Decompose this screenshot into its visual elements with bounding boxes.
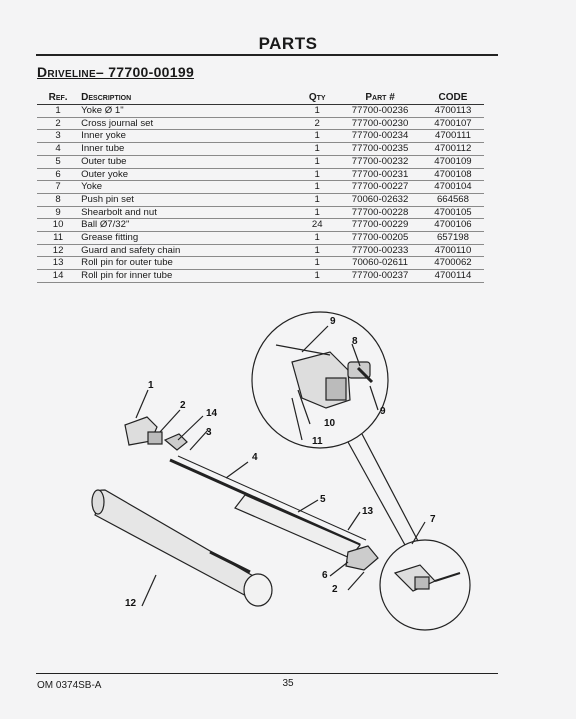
cell-code: 4700106 xyxy=(422,219,484,232)
section-title: Driveline– 77700-00199 xyxy=(37,64,195,80)
parts-table-body xyxy=(37,105,484,283)
cell-qty: 1 xyxy=(296,206,338,219)
cell-part-number: 77700-00227 xyxy=(338,181,422,194)
cell-ref: 1 xyxy=(37,105,79,118)
cell-part-number: 70060-02632 xyxy=(338,193,422,206)
cell-qty: 1 xyxy=(296,232,338,245)
cell-description: Grease fitting xyxy=(79,232,296,245)
cell-qty: 1 xyxy=(296,193,338,206)
cell-description: Shearbolt and nut xyxy=(79,206,296,219)
cell-qty: 1 xyxy=(296,257,338,270)
cell-description: Push pin set xyxy=(79,193,296,206)
table-row xyxy=(37,232,484,245)
callout-label: 7 xyxy=(430,514,436,525)
header-rule xyxy=(36,54,498,56)
cell-description: Ball Ø7/32" xyxy=(79,219,296,232)
cell-ref: 5 xyxy=(37,155,79,168)
cell-description: Yoke xyxy=(79,181,296,194)
driveline-exploded-diagram xyxy=(30,290,500,640)
col-part-number: Part # xyxy=(338,89,422,105)
cell-description: Inner yoke xyxy=(79,130,296,143)
page-title: PARTS xyxy=(258,34,318,53)
table-row xyxy=(37,105,484,118)
col-code: CODE xyxy=(422,89,484,105)
col-qty: Qty xyxy=(296,89,338,105)
cell-ref: 10 xyxy=(37,219,79,232)
callout-label: 9 xyxy=(380,406,386,417)
cell-code: 4700104 xyxy=(422,181,484,194)
cell-description: Guard and safety chain xyxy=(79,244,296,257)
cell-code: 664568 xyxy=(422,193,484,206)
cell-part-number: 77700-00205 xyxy=(338,232,422,245)
cell-part-number: 77700-00230 xyxy=(338,117,422,130)
callout-label: 9 xyxy=(330,316,336,327)
page-number: 35 xyxy=(282,678,294,689)
cell-code: 4700113 xyxy=(422,105,484,118)
cell-qty: 24 xyxy=(296,219,338,232)
cell-ref: 11 xyxy=(37,232,79,245)
cell-code: 4700105 xyxy=(422,206,484,219)
cell-description: Roll pin for outer tube xyxy=(79,257,296,270)
table-row xyxy=(37,181,484,194)
callout-label: 10 xyxy=(324,418,336,429)
cell-code: 4700111 xyxy=(422,130,484,143)
callout-label: 2 xyxy=(180,400,186,411)
callout-label: 13 xyxy=(362,506,374,517)
cell-part-number: 77700-00236 xyxy=(338,105,422,118)
cell-qty: 1 xyxy=(296,130,338,143)
cell-ref: 4 xyxy=(37,143,79,156)
cell-ref: 13 xyxy=(37,257,79,270)
cell-part-number: 77700-00237 xyxy=(338,270,422,283)
callout-label: 3 xyxy=(206,427,212,438)
col-description: Description xyxy=(79,89,296,105)
cell-code: 4700110 xyxy=(422,244,484,257)
table-row xyxy=(37,168,484,181)
diagram-callouts xyxy=(125,316,436,609)
table-row xyxy=(37,244,484,257)
table-row xyxy=(37,155,484,168)
cell-part-number: 77700-00229 xyxy=(338,219,422,232)
cell-part-number: 77700-00234 xyxy=(338,130,422,143)
table-row xyxy=(37,143,484,156)
cell-qty: 1 xyxy=(296,244,338,257)
document-id: OM 0374SB-A xyxy=(37,680,102,691)
cell-qty: 1 xyxy=(296,168,338,181)
cell-ref: 9 xyxy=(37,206,79,219)
cell-code: 4700062 xyxy=(422,257,484,270)
cell-ref: 6 xyxy=(37,168,79,181)
cell-part-number: 70060-02611 xyxy=(338,257,422,270)
cell-description: Outer yoke xyxy=(79,168,296,181)
table-row xyxy=(37,206,484,219)
cell-part-number: 77700-00231 xyxy=(338,168,422,181)
cell-description: Yoke Ø 1" xyxy=(79,105,296,118)
cell-part-number: 77700-00233 xyxy=(338,244,422,257)
cell-ref: 14 xyxy=(37,270,79,283)
cell-ref: 3 xyxy=(37,130,79,143)
callout-label: 4 xyxy=(252,452,258,463)
table-row xyxy=(37,117,484,130)
callout-label: 2 xyxy=(332,584,338,595)
cell-code: 4700107 xyxy=(422,117,484,130)
table-row xyxy=(37,219,484,232)
callout-label: 6 xyxy=(322,570,328,581)
cell-part-number: 77700-00232 xyxy=(338,155,422,168)
cell-code: 4700114 xyxy=(422,270,484,283)
callout-label: 14 xyxy=(206,408,218,419)
cell-ref: 8 xyxy=(37,193,79,206)
cell-description: Outer tube xyxy=(79,155,296,168)
cell-code: 4700108 xyxy=(422,168,484,181)
cell-part-number: 77700-00228 xyxy=(338,206,422,219)
cell-description: Cross journal set xyxy=(79,117,296,130)
footer-rule xyxy=(36,673,498,674)
cell-qty: 1 xyxy=(296,105,338,118)
cell-part-number: 77700-00235 xyxy=(338,143,422,156)
table-row xyxy=(37,270,484,283)
cell-code: 657198 xyxy=(422,232,484,245)
callout-label: 11 xyxy=(312,436,323,447)
table-row xyxy=(37,130,484,143)
cell-code: 4700109 xyxy=(422,155,484,168)
callout-label: 5 xyxy=(320,494,326,505)
cell-qty: 1 xyxy=(296,181,338,194)
cell-description: Roll pin for inner tube xyxy=(79,270,296,283)
cell-description: Inner tube xyxy=(79,143,296,156)
callout-label: 8 xyxy=(352,336,358,347)
callout-label: 12 xyxy=(125,598,137,609)
cell-qty: 2 xyxy=(296,117,338,130)
table-row xyxy=(37,193,484,206)
table-header-row xyxy=(37,89,484,105)
cell-ref: 2 xyxy=(37,117,79,130)
parts-table xyxy=(37,89,484,283)
cell-qty: 1 xyxy=(296,270,338,283)
callout-label: 1 xyxy=(148,380,154,391)
cell-ref: 12 xyxy=(37,244,79,257)
cell-code: 4700112 xyxy=(422,143,484,156)
cell-qty: 1 xyxy=(296,155,338,168)
cell-ref: 7 xyxy=(37,181,79,194)
table-row xyxy=(37,257,484,270)
col-ref: Ref. xyxy=(37,89,79,105)
cell-qty: 1 xyxy=(296,143,338,156)
